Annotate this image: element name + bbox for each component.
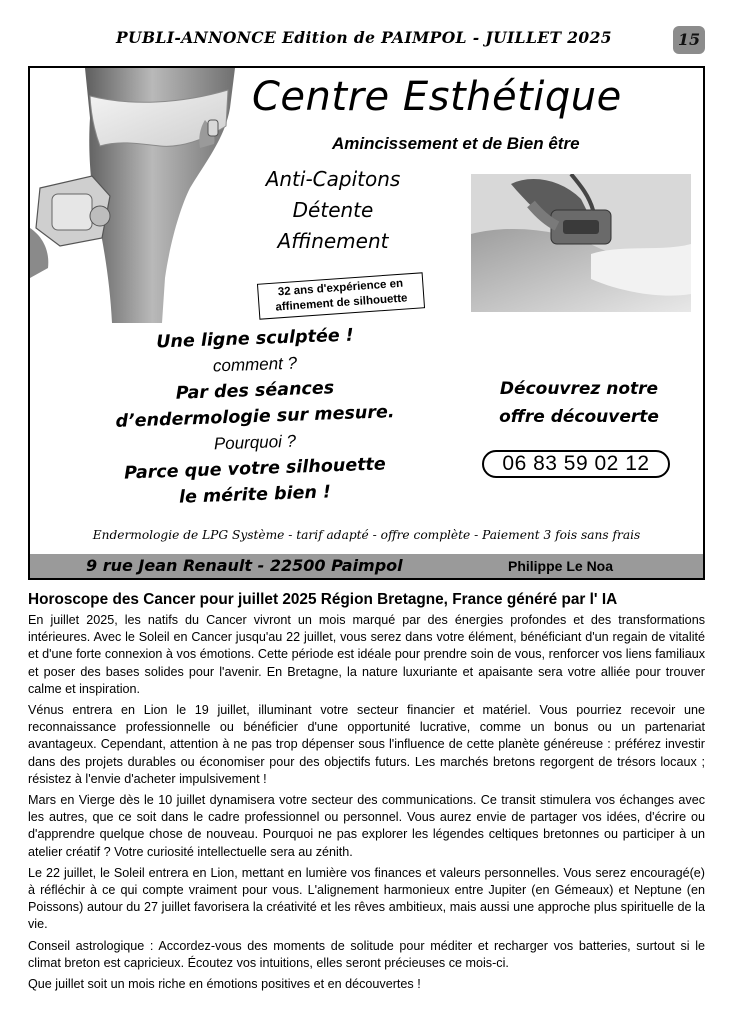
treatment-photo-left: [30, 68, 240, 323]
pitch-line: Une ligne sculptée !: [155, 325, 355, 353]
article-paragraph: En juillet 2025, les natifs du Cancer vivront un mois marqué par des énergies profondes et des transformations intérieures. Avec le Soleil en Cancer jusqu'au 22 juillet, vous serez dans votre élément, bénéficiant d'un regain de vitalité et d'une forte connexion à vos émotions. Cette période est idéale pour prendre soin de vous, renforcer vos liens familiaux et poser des bases solides pour l'avenir. En Bretagne, la nature luxuriante et apaisante sera votre alliée pour trouver calme et inspiration.: [28, 613, 705, 696]
service-item: Anti-Capitons: [265, 167, 401, 191]
pitch-line: comment ?: [212, 353, 298, 376]
article-paragraph: Le 22 juillet, le Soleil entrera en Lion, mettant en lumière vos finances et valeurs personnelles. Vous serez encouragé(e) à réfléchir à ce qui compte vraiment pour vous. L'alignement harmonieux entre Jupiter (en Gémeaux) et Neptune (en Poissons) autour du 27 juillet favorisera la créativité et les rêves ambitieux, mais aussi une approche plus spirituelle de la vie.: [28, 865, 705, 932]
pitch-line: Parce que votre silhouette: [123, 454, 387, 484]
advertisement-box: [28, 66, 705, 580]
article-paragraph: Vénus entrera en Lion le 19 juillet, illuminant votre secteur financier et matériel. Vous pourriez recevoir une reconnaissance professionnelle ou bénéficier d'une opportunité lucrative, comme un bonus ou un partenariat avantageux. Cependant, attention à ne pas trop dépenser sous l'influence de cette planète généreuse : préférez investir dans des projets durables ou économiser pour des objectifs futurs. Les marchés bretons regorgent de trésors locaux ; résistez à l'envie d'acheter impulsivement !: [28, 703, 705, 786]
service-item: Affinement: [277, 229, 389, 253]
ad-title: Centre Esthétique: [252, 74, 622, 120]
treatment-photo-right: [471, 174, 691, 312]
pitch-line: d’endermologie sur mesure.: [115, 402, 395, 432]
article-paragraph: Conseil astrologique : Accordez-vous des moments de solitude pour méditer et recharger vos batteries, surtout si le climat breton est capricieux. Écoutez vos intuitions, elles seront précieuses ce mois-ci.: [28, 938, 705, 970]
pitch-line: Pourquoi ?: [213, 431, 297, 454]
page-number-badge: 15: [673, 26, 705, 54]
phone-number[interactable]: 06 83 59 02 12: [482, 450, 670, 478]
ad-pitch: [80, 326, 430, 508]
pitch-line: le mérite bien !: [178, 482, 332, 508]
experience-line: affinement de silhouette: [275, 292, 408, 314]
offer-line: offre découverte: [499, 407, 659, 427]
ad-footnote: Endermologie de LPG Système - tarif adapté - offre complète - Paiement 3 fois sans frais: [92, 528, 641, 542]
experience-badge: [257, 272, 425, 319]
publication-title: PUBLI-ANNONCE Edition de PAIMPOL - JUILLET 2025: [116, 28, 612, 47]
pitch-line: Par des séances: [175, 378, 335, 404]
offer-line: Découvrez notre: [499, 379, 659, 399]
ad-subtitle: Amincissement et de Bien être: [332, 134, 580, 153]
offer-callout: [470, 375, 688, 431]
article-title: Horoscope des Cancer pour juillet 2025 Région Bretagne, France généré par l' IA: [28, 591, 618, 608]
owner-name: Philippe Le Noa: [508, 558, 614, 574]
address: 9 rue Jean Renault - 22500 Paimpol: [86, 556, 403, 575]
page-header: [0, 24, 731, 58]
address-bar: [30, 554, 703, 578]
service-item: Détente: [292, 198, 374, 222]
services-list: [258, 164, 408, 257]
article-closing: Que juillet soit un mois riche en émotions positives et en découvertes !: [28, 977, 421, 992]
article-paragraph: Mars en Vierge dès le 10 juillet dynamisera votre secteur des communications. Ce transit stimulera vos échanges avec les autres, que ce soit dans le cadre professionnel ou personnel. Vous aurez envie de partager vos idées, d'écrire ou d'apprendre quelque chose de nouveau. Pourquoi ne pas explorer les légendes celtiques bretonnes ou participer à un atelier créatif ? Votre curiosité intellectuelle sera au zénith.: [28, 793, 705, 859]
horoscope-article: [28, 589, 705, 993]
experience-line: 32 ans d'expérience en: [277, 277, 404, 299]
